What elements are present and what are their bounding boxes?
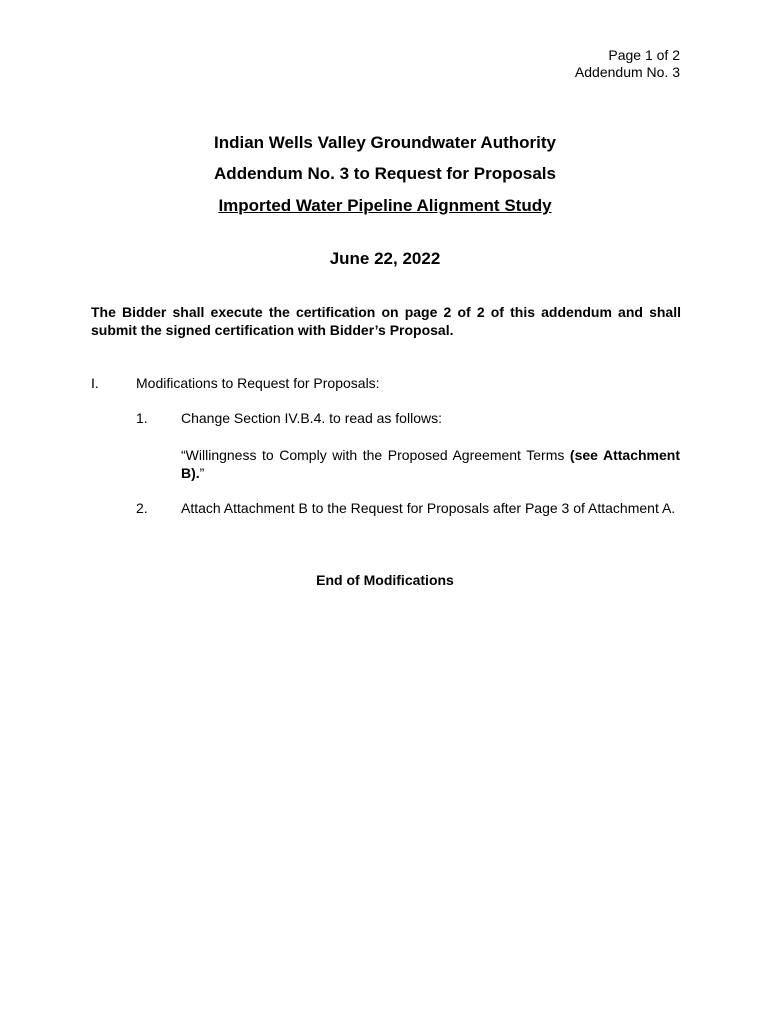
addendum-reference: Addendum No. 3: [574, 64, 680, 80]
bidder-instruction: The Bidder shall execute the certification on page 2 of 2 of this addendum and shall submit the signed certification with Bidder’s Proposal.: [91, 304, 681, 338]
section-number: I.: [91, 375, 99, 391]
quote-plain-text: “Willingness to Comply with the Proposed Agreement Terms: [181, 447, 570, 463]
item-text-1: Change Section IV.B.4. to read as follows:: [181, 410, 442, 426]
document-date: June 22, 2022: [329, 249, 441, 268]
page-header-info: [575, 47, 680, 81]
end-of-modifications: End of Modifications: [316, 572, 454, 588]
item-quote-1: [181, 446, 680, 482]
organization-title: Indian Wells Valley Groundwater Authority: [214, 133, 556, 152]
section-title: Modifications to Request for Proposals:: [136, 375, 380, 391]
quote-end-mark: ”: [199, 465, 205, 481]
item-number-1: 1.: [136, 410, 148, 426]
item-number-2: 2.: [136, 500, 148, 516]
project-title: Imported Water Pipeline Alignment Study: [218, 196, 552, 215]
page-indicator: Page 1 of 2: [608, 47, 680, 63]
quote-bold-text: (see Attachment B).: [181, 447, 680, 481]
item-text-2: Attach Attachment B to the Request for Proposals after Page 3 of Attachment A.: [181, 500, 676, 516]
addendum-title: Addendum No. 3 to Request for Proposals: [214, 164, 556, 183]
